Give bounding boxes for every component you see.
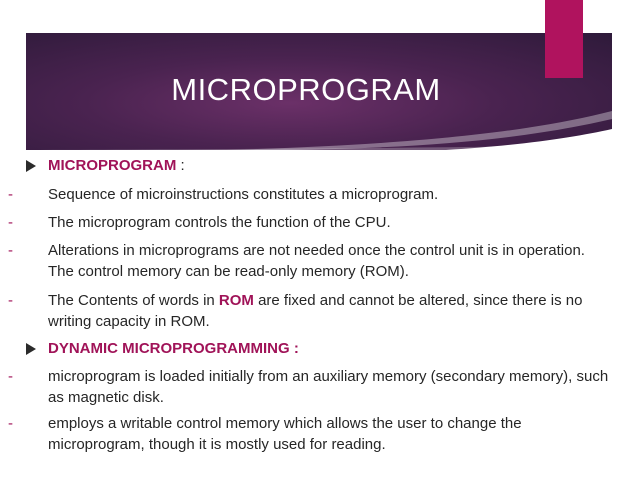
dash-bullet-icon: - — [8, 242, 13, 259]
heading-suffix: : — [176, 157, 185, 174]
dash-bullet-icon: - — [8, 214, 13, 231]
section-heading-dynamic: DYNAMIC MICROPROGRAMMING : — [48, 340, 299, 357]
list-item-text: employs a writable control memory which allows the user to change the microprogram, though it is mostly used for reading. — [48, 415, 522, 453]
list-item-text: The microprogram controls the function of the CPU. — [48, 214, 391, 231]
dash-bullet-icon: - — [8, 415, 13, 432]
rom-item-after: are fixed and cannot be altered, since there is no writing capacity in ROM. — [48, 292, 583, 330]
dash-bullet-icon: - — [8, 186, 13, 203]
dash-bullet-icon: - — [8, 368, 13, 385]
slide-title: MICROPROGRAM — [171, 72, 441, 107]
list-item-text: Sequence of microinstructions constitutes a microprogram. — [48, 186, 439, 203]
accent-tab — [545, 0, 583, 78]
rom-item-before: The Contents of words in — [48, 292, 219, 309]
arrow-bullet-icon — [26, 160, 36, 172]
rom-highlight: ROM — [218, 292, 254, 309]
section-heading-microprogram: MICROPROGRAM — [48, 157, 177, 174]
list-item-text — [48, 290, 613, 332]
list-item-text: Alterations in microprograms are not needed once the control unit is in operation. The control memory can be read-only memory (ROM). — [48, 242, 585, 280]
dash-bullet-icon: - — [8, 292, 13, 309]
arrow-bullet-icon — [26, 343, 36, 355]
list-item-text: microprogram is loaded initially from an auxiliary memory (secondary memory), such as magnetic disk. — [48, 368, 609, 406]
